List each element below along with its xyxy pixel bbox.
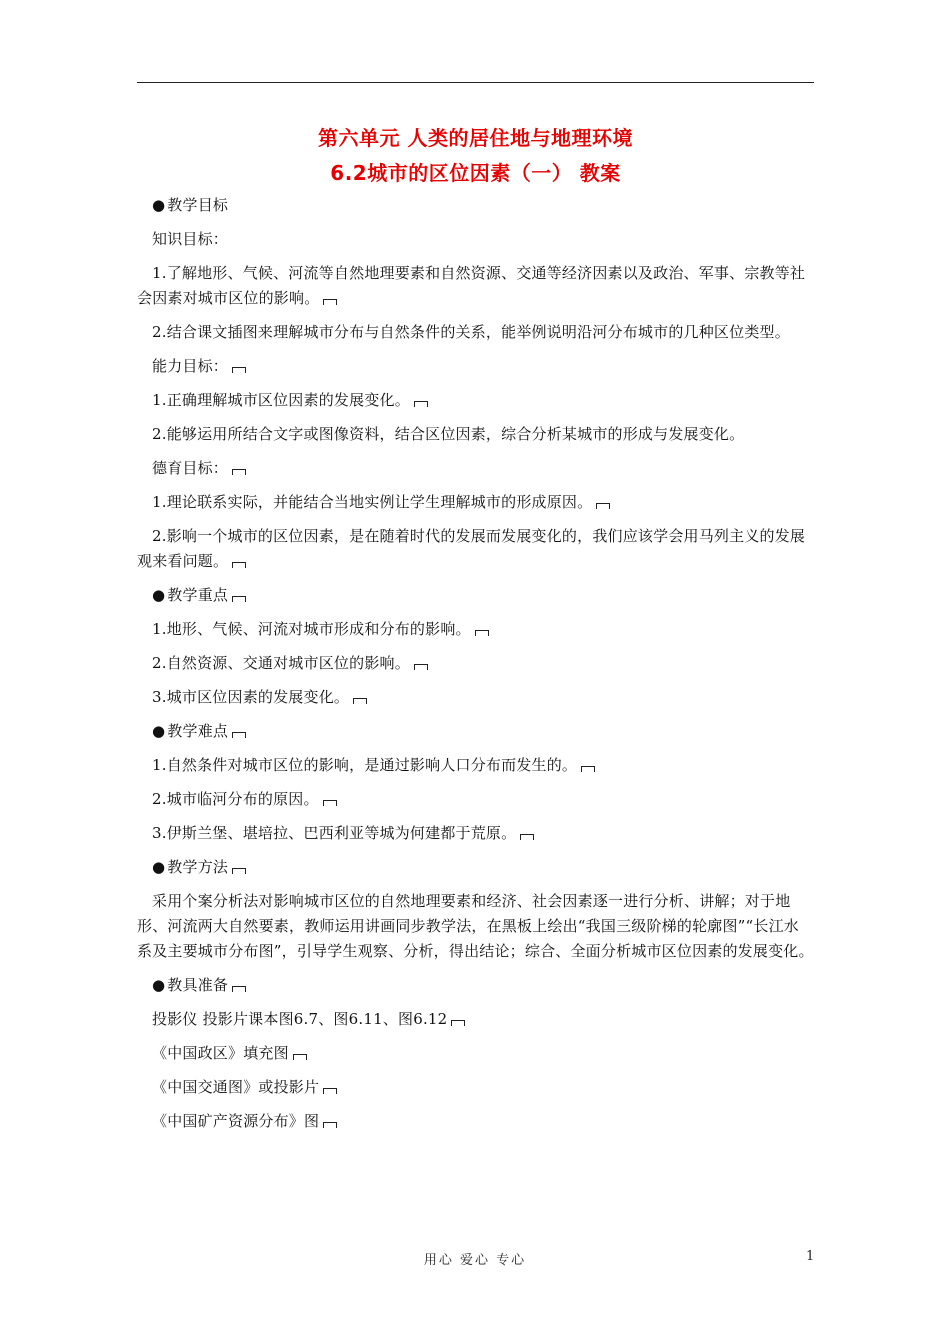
heading-text: 教学方法 — [167, 858, 229, 876]
paragraph-mark-icon — [596, 503, 610, 509]
paragraph-mark-icon — [451, 1020, 465, 1026]
paragraph-mark-icon — [323, 299, 337, 305]
moral-label — [137, 456, 814, 481]
item-text: 1.了解地形、气候、河流等自然地理要素和自然资源、交通等经济因素以及政治、军事、宗教等社会因素对城市区位的影响。 — [137, 264, 806, 307]
heading-text: 教学重点 — [167, 586, 229, 604]
heading-text: 教具准备 — [167, 976, 229, 994]
moral-item — [137, 490, 814, 515]
paragraph-mark-icon — [520, 834, 534, 840]
item-text: 1.理论联系实际，并能结合当地实例让学生理解城市的形成原因。 — [152, 493, 593, 511]
item-text: 《中国矿产资源分布》图 — [152, 1112, 320, 1130]
page-footer: 用心 爱心 专心 — [423, 1253, 527, 1268]
difficulty-item — [137, 787, 814, 812]
item-text: 2.自然资源、交通对城市区位的影响。 — [152, 654, 410, 672]
item-text: 3.城市区位因素的发展变化。 — [152, 688, 350, 706]
paragraph-mark-icon — [293, 1054, 307, 1060]
knowledge-item — [137, 261, 814, 311]
difficulty-item — [137, 821, 814, 846]
knowledge-item: 2.结合课文插图来理解城市分布与自然条件的关系，能举例说明沿河分布城市的几种区位类型。 — [152, 323, 790, 341]
item-text: 1.地形、气候、河流对城市形成和分布的影响。 — [152, 620, 471, 638]
tools-item — [137, 1075, 814, 1100]
paragraph-mark-icon — [323, 1122, 337, 1128]
ability-item: 2.能够运用所结合文字或图像资料，结合区位因素，综合分析某城市的形成与发展变化。 — [152, 425, 745, 443]
document-body — [137, 193, 814, 1143]
section-heading-tools — [137, 973, 814, 998]
paragraph-mark-icon — [232, 868, 246, 874]
item-text: 《中国交通图》或投影片 — [152, 1078, 320, 1096]
paragraph-mark-icon — [414, 664, 428, 670]
methods-text: 采用个案分析法对影响城市区位的自然地理要素和经济、社会因素逐一进行分析、讲解；对于地形、河流两大自然要素，教师运用讲画同步教学法，在黑板上绘出“我国三级阶梯的轮廓图”“长江水系及主要城市分布图”，引导学生观察、分析，得出结论；综合、全面分析城市区位因素的发展变化。 — [137, 892, 814, 960]
document-subtitle: 6.2城市的区位因素（一） 教案 — [330, 161, 621, 185]
paragraph-mark-icon — [323, 1088, 337, 1094]
knowledge-label: 知识目标： — [152, 230, 229, 248]
paragraph-mark-icon — [232, 596, 246, 602]
paragraph-mark-icon — [414, 401, 428, 407]
moral-item — [137, 524, 814, 574]
item-text: 《中国政区》填充图 — [152, 1044, 289, 1062]
paragraph-mark-icon — [232, 469, 246, 475]
heading-text: 教学难点 — [167, 722, 229, 740]
keypoint-item — [137, 651, 814, 676]
heading-text: 教学目标 — [167, 196, 229, 214]
paragraph-mark-icon — [232, 986, 246, 992]
section-heading-difficulties — [137, 719, 814, 744]
section-heading-methods — [137, 855, 814, 880]
keypoint-item — [137, 617, 814, 642]
section-heading-keypoints — [137, 583, 814, 608]
paragraph-mark-icon — [232, 562, 246, 568]
section-heading-objectives — [137, 193, 814, 218]
document-title: 第六单元 人类的居住地与地理环境 — [318, 126, 633, 150]
tools-item — [137, 1109, 814, 1134]
item-text: 1.自然条件对城市区位的影响，是通过影响人口分布而发生的。 — [152, 756, 578, 774]
label-text: 德育目标： — [152, 459, 229, 477]
paragraph-mark-icon — [232, 732, 246, 738]
tools-item — [137, 1041, 814, 1066]
item-text: 3.伊斯兰堡、堪培拉、巴西利亚等城为何建都于荒原。 — [152, 824, 517, 842]
paragraph-mark-icon — [475, 630, 489, 636]
page-number: 1 — [806, 1249, 815, 1264]
paragraph-mark-icon — [353, 698, 367, 704]
item-text: 2.影响一个城市的区位因素，是在随着时代的发展而发展变化的，我们应该学会用马列主义的发展观来看问题。 — [137, 527, 806, 570]
header-rule — [137, 82, 814, 83]
label-text: 能力目标： — [152, 357, 229, 375]
paragraph-mark-icon — [581, 766, 595, 772]
item-text: 2.城市临河分布的原因。 — [152, 790, 319, 808]
item-text: 投影仪 投影片课本图6.7、图6.11、图6.12 — [152, 1010, 448, 1028]
ability-label — [137, 354, 814, 379]
keypoint-item — [137, 685, 814, 710]
tools-item — [137, 1007, 814, 1032]
difficulty-item — [137, 753, 814, 778]
item-text: 1.正确理解城市区位因素的发展变化。 — [152, 391, 410, 409]
ability-item — [137, 388, 814, 413]
paragraph-mark-icon — [323, 800, 337, 806]
paragraph-mark-icon — [232, 367, 246, 373]
